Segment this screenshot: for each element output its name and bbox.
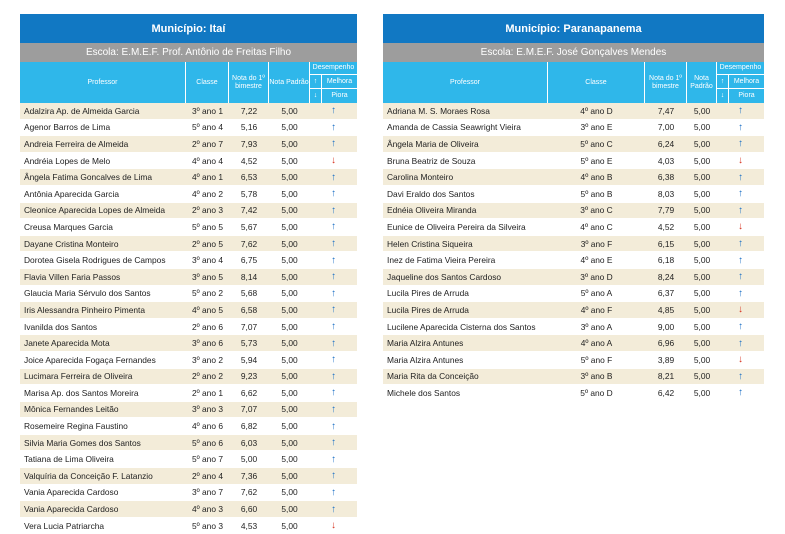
arrow-up-icon: ↑ bbox=[738, 238, 743, 250]
cell-professor: Maria Rita da Conceição bbox=[387, 371, 479, 382]
cell-classe: 5º ano A bbox=[580, 288, 613, 299]
cell-classe: 4º ano F bbox=[580, 304, 613, 315]
table-row bbox=[20, 120, 357, 137]
cell-classe: 2º ano 3 bbox=[191, 205, 223, 216]
arrow-up-icon: ↑ bbox=[331, 420, 336, 432]
cell-nota-padrao: 5,00 bbox=[693, 288, 711, 299]
table-row bbox=[20, 402, 357, 419]
cell-classe: 3º ano 5 bbox=[191, 271, 223, 282]
table-header bbox=[383, 62, 764, 103]
cell-classe: 3º ano E bbox=[580, 122, 613, 133]
header-classe: Classe bbox=[548, 62, 645, 103]
cell-nota: 5,73 bbox=[240, 338, 258, 349]
table-header bbox=[20, 62, 357, 103]
cell-classe: 4º ano B bbox=[580, 172, 613, 183]
cell-nota-padrao: 5,00 bbox=[693, 371, 711, 382]
cell-nota-padrao: 5,00 bbox=[693, 387, 711, 398]
cell-nota-padrao: 5,00 bbox=[281, 271, 298, 282]
cell-nota: 4,03 bbox=[657, 155, 675, 166]
table-row bbox=[383, 302, 764, 319]
cell-professor: Janete Aparecida Mota bbox=[24, 338, 110, 349]
table-row bbox=[20, 136, 357, 153]
cell-classe: 5º ano 7 bbox=[191, 454, 223, 465]
school-name: Escola: E.M.E.F. José Gonçalves Mendes bbox=[383, 43, 764, 62]
cell-professor: Silvia Maria Gomes dos Santos bbox=[24, 437, 141, 448]
arrow-up-icon: ↑ bbox=[738, 370, 743, 382]
cell-classe: 5º ano C bbox=[580, 138, 613, 149]
table-row bbox=[20, 319, 357, 336]
table-row bbox=[20, 169, 357, 186]
cell-nota-padrao: 5,00 bbox=[281, 221, 298, 232]
arrow-up-icon: ↑ bbox=[331, 121, 336, 133]
municipio-title: Município: Paranapanema bbox=[383, 14, 764, 43]
arrow-up-icon: ↑ bbox=[738, 171, 743, 183]
cell-professor: Vania Aparecida Cardoso bbox=[24, 504, 119, 515]
cell-nota-padrao: 5,00 bbox=[693, 238, 711, 249]
cell-nota-padrao: 5,00 bbox=[281, 338, 298, 349]
header-down-arrow-icon: ↓ bbox=[717, 89, 729, 103]
cell-classe: 2º ano 4 bbox=[191, 470, 223, 481]
table-row bbox=[383, 103, 764, 120]
cell-nota: 6,96 bbox=[657, 338, 675, 349]
cell-professor: Vania Aparecida Cardoso bbox=[24, 487, 119, 498]
header-up-arrow-icon: ↑ bbox=[310, 75, 322, 89]
header-up-arrow-icon: ↑ bbox=[717, 75, 729, 89]
cell-nota: 3,89 bbox=[657, 354, 675, 365]
header-desempenho: Desempenho bbox=[717, 62, 764, 75]
table-row bbox=[20, 335, 357, 352]
cell-nota-padrao: 5,00 bbox=[281, 421, 298, 432]
table-row bbox=[383, 186, 764, 203]
arrow-up-icon: ↑ bbox=[331, 238, 336, 250]
table-row bbox=[383, 335, 764, 352]
table-row bbox=[20, 103, 357, 120]
cell-nota: 4,52 bbox=[657, 221, 675, 232]
arrow-up-icon: ↑ bbox=[331, 171, 336, 183]
cell-nota-padrao: 5,00 bbox=[281, 188, 298, 199]
cell-nota: 7,62 bbox=[240, 487, 258, 498]
cell-nota-padrao: 5,00 bbox=[281, 321, 298, 332]
cell-nota-padrao: 5,00 bbox=[281, 155, 298, 166]
cell-nota-padrao: 5,00 bbox=[281, 122, 298, 133]
cell-classe: 5º ano 4 bbox=[191, 122, 223, 133]
cell-professor: Helen Cristina Siqueira bbox=[387, 238, 473, 249]
cell-nota: 6,62 bbox=[240, 387, 258, 398]
school-name: Escola: E.M.E.F. Prof. Antônio de Freitas Filho bbox=[20, 43, 357, 62]
cell-classe: 4º ano C bbox=[580, 221, 613, 232]
cell-nota-padrao: 5,00 bbox=[281, 520, 298, 531]
cell-nota: 5,78 bbox=[240, 188, 258, 199]
cell-professor: Agenor Barros de Lima bbox=[24, 122, 111, 133]
header-classe: Classe bbox=[186, 62, 229, 103]
cell-professor: Ângela Maria de Oliveira bbox=[387, 138, 479, 149]
cell-classe: 3º ano A bbox=[580, 321, 613, 332]
arrow-up-icon: ↑ bbox=[331, 204, 336, 216]
cell-classe: 3º ano D bbox=[580, 271, 613, 282]
cell-nota-padrao: 5,00 bbox=[693, 172, 711, 183]
arrow-up-icon: ↑ bbox=[738, 254, 743, 266]
table-row bbox=[20, 352, 357, 369]
cell-nota-padrao: 5,00 bbox=[693, 138, 711, 149]
cell-professor: Bruna Beatriz de Souza bbox=[387, 155, 476, 166]
cell-professor: Carolina Monteiro bbox=[387, 172, 454, 183]
cell-professor: Lucilene Aparecida Cisterna dos Santos bbox=[387, 321, 536, 332]
cell-nota: 6,58 bbox=[240, 304, 258, 315]
cell-nota: 6,24 bbox=[657, 138, 675, 149]
cell-nota-padrao: 5,00 bbox=[281, 105, 298, 116]
cell-classe: 3º ano 6 bbox=[191, 338, 223, 349]
cell-professor: Glaucia Maria Sérvulo dos Santos bbox=[24, 288, 151, 299]
table-row bbox=[20, 286, 357, 303]
cell-classe: 4º ano 3 bbox=[191, 504, 223, 515]
cell-nota: 4,85 bbox=[657, 304, 675, 315]
cell-classe: 5º ano 5 bbox=[191, 221, 223, 232]
cell-professor: Davi Eraldo dos Santos bbox=[387, 188, 475, 199]
arrow-down-icon: ↓ bbox=[738, 354, 743, 366]
cell-nota-padrao: 5,00 bbox=[693, 188, 711, 199]
arrow-up-icon: ↑ bbox=[738, 287, 743, 299]
header-nota-padrao: Nota Padrão bbox=[687, 62, 717, 103]
cell-nota: 7,00 bbox=[657, 122, 675, 133]
cell-nota-padrao: 5,00 bbox=[693, 304, 711, 315]
table-row bbox=[20, 485, 357, 502]
cell-classe: 4º ano 4 bbox=[191, 155, 223, 166]
cell-classe: 5º ano 3 bbox=[191, 520, 223, 531]
cell-professor: Marisa Ap. dos Santos Moreira bbox=[24, 387, 139, 398]
cell-nota-padrao: 5,00 bbox=[281, 138, 298, 149]
table-row bbox=[20, 236, 357, 253]
cell-professor: Amanda de Cassia Seawright Vieira bbox=[387, 122, 521, 133]
cell-nota-padrao: 5,00 bbox=[281, 504, 298, 515]
cell-professor: Maria Alzira Antunes bbox=[387, 338, 464, 349]
cell-nota: 9,00 bbox=[657, 321, 675, 332]
header-desempenho: Desempenho bbox=[310, 62, 357, 75]
cell-professor: Ivanilda dos Santos bbox=[24, 321, 98, 332]
header-down-arrow-icon: ↓ bbox=[310, 89, 322, 103]
header-melhora: Melhora bbox=[322, 75, 357, 89]
table-row bbox=[383, 286, 764, 303]
cell-nota: 7,22 bbox=[240, 105, 258, 116]
cell-classe: 2º ano 2 bbox=[191, 371, 223, 382]
table-row bbox=[383, 219, 764, 236]
cell-nota-padrao: 5,00 bbox=[693, 271, 711, 282]
cell-nota: 6,15 bbox=[657, 238, 675, 249]
arrow-down-icon: ↓ bbox=[738, 155, 743, 167]
cell-professor: Lucila Pires de Arruda bbox=[387, 288, 469, 299]
cell-professor: Adriana M. S. Moraes Rosa bbox=[387, 105, 490, 116]
cell-professor: Tatiana de Lima Oliveira bbox=[24, 454, 114, 465]
cell-classe: 3º ano 2 bbox=[191, 354, 223, 365]
arrow-up-icon: ↑ bbox=[738, 188, 743, 200]
cell-professor: Inez de Fatima Vieira Pereira bbox=[387, 255, 496, 266]
cell-nota-padrao: 5,00 bbox=[693, 155, 711, 166]
cell-nota: 7,07 bbox=[240, 404, 258, 415]
table-row bbox=[20, 203, 357, 220]
table-row bbox=[383, 203, 764, 220]
cell-professor: Jaqueline dos Santos Cardoso bbox=[387, 271, 502, 282]
arrow-up-icon: ↑ bbox=[738, 387, 743, 399]
cell-professor: Creusa Marques Garcia bbox=[24, 221, 113, 232]
cell-professor: Maria Alzira Antunes bbox=[387, 354, 464, 365]
cell-nota: 4,53 bbox=[240, 520, 258, 531]
table-row bbox=[20, 385, 357, 402]
cell-nota: 6,37 bbox=[657, 288, 675, 299]
cell-nota: 5,94 bbox=[240, 354, 258, 365]
cell-professor: Lucimara Ferreira de Oliveira bbox=[24, 371, 133, 382]
cell-professor: Andreia Ferreira de Almeida bbox=[24, 138, 129, 149]
cell-classe: 5º ano B bbox=[580, 188, 613, 199]
cell-nota: 8,14 bbox=[240, 271, 258, 282]
cell-nota-padrao: 5,00 bbox=[693, 338, 711, 349]
cell-nota: 7,42 bbox=[240, 205, 258, 216]
cell-nota: 5,68 bbox=[240, 288, 258, 299]
cell-nota: 9,23 bbox=[240, 371, 258, 382]
cell-nota: 7,93 bbox=[240, 138, 258, 149]
municipio-title: Município: Itaí bbox=[20, 14, 357, 43]
cell-classe: 5º ano F bbox=[580, 354, 613, 365]
header-professor: Professor bbox=[20, 62, 186, 103]
cell-nota-padrao: 5,00 bbox=[281, 304, 298, 315]
cell-nota: 5,16 bbox=[240, 122, 258, 133]
header-nota-1-bimestre: Nota do 1º bimestre bbox=[229, 62, 269, 103]
arrow-up-icon: ↑ bbox=[331, 387, 336, 399]
table-itai bbox=[20, 14, 357, 534]
arrow-up-icon: ↑ bbox=[331, 271, 336, 283]
table-row bbox=[20, 153, 357, 170]
cell-nota-padrao: 5,00 bbox=[281, 172, 298, 183]
cell-classe: 3º ano C bbox=[580, 205, 613, 216]
cell-professor: Vera Lucia Patriarcha bbox=[24, 520, 105, 531]
cell-classe: 3º ano F bbox=[580, 238, 613, 249]
table-row bbox=[20, 252, 357, 269]
cell-classe: 4º ano 2 bbox=[191, 188, 223, 199]
cell-classe: 4º ano 6 bbox=[191, 421, 223, 432]
header-professor: Professor bbox=[383, 62, 548, 103]
cell-classe: 5º ano D bbox=[580, 387, 613, 398]
table-row bbox=[383, 236, 764, 253]
cell-classe: 3º ano 4 bbox=[191, 255, 223, 266]
cell-nota-padrao: 5,00 bbox=[281, 288, 298, 299]
cell-professor: Adalzira Ap. de Almeida Garcia bbox=[24, 105, 140, 116]
arrow-up-icon: ↑ bbox=[331, 221, 336, 233]
cell-classe: 2º ano 1 bbox=[191, 387, 223, 398]
table-row bbox=[20, 451, 357, 468]
cell-professor: Iris Alessandra Pinheiro Pimenta bbox=[24, 304, 146, 315]
table-row bbox=[20, 186, 357, 203]
cell-nota-padrao: 5,00 bbox=[281, 404, 298, 415]
table-row bbox=[20, 369, 357, 386]
cell-professor: Valquíria da Conceição F. Latanzio bbox=[24, 470, 153, 481]
table-row bbox=[383, 369, 764, 386]
header-piora: Piora bbox=[738, 92, 755, 99]
cell-nota-padrao: 5,00 bbox=[281, 437, 298, 448]
header-piora: Piora bbox=[331, 92, 348, 99]
table-row bbox=[20, 418, 357, 435]
table-body bbox=[383, 103, 764, 402]
cell-nota: 7,79 bbox=[657, 205, 675, 216]
cell-classe: 2º ano 5 bbox=[191, 238, 223, 249]
table-row bbox=[383, 269, 764, 286]
cell-nota: 5,67 bbox=[240, 221, 258, 232]
arrow-up-icon: ↑ bbox=[331, 453, 336, 465]
table-row bbox=[20, 518, 357, 534]
cell-professor: Eunice de Oliveira Pereira da Silveira bbox=[387, 221, 526, 232]
cell-nota: 6,82 bbox=[240, 421, 258, 432]
table-paranapanema bbox=[383, 14, 764, 402]
arrow-up-icon: ↑ bbox=[331, 354, 336, 366]
cell-professor: Cleonice Aparecida Lopes de Almeida bbox=[24, 205, 166, 216]
cell-classe: 3º ano B bbox=[580, 371, 613, 382]
cell-professor: Dayane Cristina Monteiro bbox=[24, 238, 119, 249]
cell-classe: 3º ano 7 bbox=[191, 487, 223, 498]
cell-classe: 4º ano A bbox=[580, 338, 613, 349]
cell-nota: 7,62 bbox=[240, 238, 258, 249]
cell-nota: 6,03 bbox=[240, 437, 258, 448]
cell-nota-padrao: 5,00 bbox=[693, 321, 711, 332]
header-nota-1-bimestre: Nota do 1º bimestre bbox=[645, 62, 687, 103]
cell-nota: 7,47 bbox=[657, 105, 675, 116]
arrow-up-icon: ↑ bbox=[738, 121, 743, 133]
header-nota-padrao: Nota Padrão bbox=[269, 62, 310, 103]
cell-nota-padrao: 5,00 bbox=[281, 371, 298, 382]
cell-professor: Mônica Fernandes Leitão bbox=[24, 404, 119, 415]
cell-nota-padrao: 5,00 bbox=[693, 255, 711, 266]
arrow-up-icon: ↑ bbox=[331, 254, 336, 266]
table-row bbox=[20, 219, 357, 236]
arrow-up-icon: ↑ bbox=[331, 188, 336, 200]
cell-professor: Flavia Villen Faria Passos bbox=[24, 271, 121, 282]
cell-classe: 4º ano 5 bbox=[191, 304, 223, 315]
cell-classe: 3º ano 1 bbox=[191, 105, 223, 116]
arrow-up-icon: ↑ bbox=[738, 321, 743, 333]
cell-classe: 5º ano 6 bbox=[191, 437, 223, 448]
table-row bbox=[20, 468, 357, 485]
cell-nota-padrao: 5,00 bbox=[281, 255, 298, 266]
cell-professor: Dorotea Gisela Rodrigues de Campos bbox=[24, 255, 166, 266]
cell-nota-padrao: 5,00 bbox=[281, 470, 298, 481]
cell-nota: 6,42 bbox=[657, 387, 675, 398]
cell-professor: Lucila Pires de Arruda bbox=[387, 304, 469, 315]
cell-professor: Antônia Aparecida Garcia bbox=[24, 188, 119, 199]
header-melhora: Melhora bbox=[729, 75, 764, 89]
table-row bbox=[383, 319, 764, 336]
cell-nota-padrao: 5,00 bbox=[693, 122, 711, 133]
cell-nota: 8,24 bbox=[657, 271, 675, 282]
cell-nota: 8,03 bbox=[657, 188, 675, 199]
cell-nota: 5,00 bbox=[240, 454, 258, 465]
table-body bbox=[20, 103, 357, 534]
cell-nota-padrao: 5,00 bbox=[281, 238, 298, 249]
table-row bbox=[20, 501, 357, 518]
table-row bbox=[383, 120, 764, 137]
cell-professor: Ângela Fatima Goncalves de Lima bbox=[24, 172, 153, 183]
cell-nota: 6,53 bbox=[240, 172, 258, 183]
cell-professor: Ednéia Oliveira Miranda bbox=[387, 205, 477, 216]
cell-nota-padrao: 5,00 bbox=[281, 354, 298, 365]
table-row bbox=[383, 252, 764, 269]
table-row bbox=[383, 385, 764, 402]
table-row bbox=[20, 435, 357, 452]
cell-nota: 4,52 bbox=[240, 155, 258, 166]
arrow-down-icon: ↓ bbox=[331, 155, 336, 167]
arrow-up-icon: ↑ bbox=[331, 470, 336, 482]
cell-nota-padrao: 5,00 bbox=[693, 205, 711, 216]
arrow-up-icon: ↑ bbox=[331, 403, 336, 415]
cell-classe: 2º ano 7 bbox=[191, 138, 223, 149]
cell-classe: 4º ano D bbox=[580, 105, 613, 116]
arrow-down-icon: ↓ bbox=[738, 221, 743, 233]
cell-nota: 6,18 bbox=[657, 255, 675, 266]
cell-professor: Michele dos Santos bbox=[387, 387, 461, 398]
cell-nota-padrao: 5,00 bbox=[281, 205, 298, 216]
cell-classe: 4º ano E bbox=[580, 255, 613, 266]
cell-nota-padrao: 5,00 bbox=[693, 221, 711, 232]
cell-nota: 7,36 bbox=[240, 470, 258, 481]
cell-nota: 6,38 bbox=[657, 172, 675, 183]
cell-nota-padrao: 5,00 bbox=[281, 487, 298, 498]
table-row bbox=[383, 352, 764, 369]
cell-professor: Andréia Lopes de Melo bbox=[24, 155, 111, 166]
cell-classe: 5º ano E bbox=[580, 155, 613, 166]
arrow-up-icon: ↑ bbox=[331, 503, 336, 515]
arrow-up-icon: ↑ bbox=[738, 337, 743, 349]
table-row bbox=[383, 136, 764, 153]
arrow-down-icon: ↓ bbox=[738, 304, 743, 316]
arrow-up-icon: ↑ bbox=[331, 337, 336, 349]
cell-professor: Joice Aparecida Fogaça Fernandes bbox=[24, 354, 156, 365]
cell-classe: 2º ano 6 bbox=[191, 321, 223, 332]
table-row bbox=[383, 169, 764, 186]
arrow-up-icon: ↑ bbox=[738, 105, 743, 117]
arrow-up-icon: ↑ bbox=[331, 287, 336, 299]
arrow-up-icon: ↑ bbox=[331, 105, 336, 117]
cell-nota: 7,07 bbox=[240, 321, 258, 332]
cell-classe: 5º ano 2 bbox=[191, 288, 223, 299]
arrow-up-icon: ↑ bbox=[738, 271, 743, 283]
arrow-up-icon: ↑ bbox=[331, 437, 336, 449]
cell-nota-padrao: 5,00 bbox=[693, 105, 711, 116]
arrow-up-icon: ↑ bbox=[331, 138, 336, 150]
cell-nota-padrao: 5,00 bbox=[281, 454, 298, 465]
cell-nota: 6,60 bbox=[240, 504, 258, 515]
cell-nota-padrao: 5,00 bbox=[281, 387, 298, 398]
arrow-up-icon: ↑ bbox=[331, 304, 336, 316]
cell-nota: 6,75 bbox=[240, 255, 258, 266]
cell-classe: 3º ano 3 bbox=[191, 404, 223, 415]
cell-nota-padrao: 5,00 bbox=[693, 354, 711, 365]
arrow-up-icon: ↑ bbox=[331, 370, 336, 382]
arrow-up-icon: ↑ bbox=[331, 486, 336, 498]
cell-nota: 8,21 bbox=[657, 371, 675, 382]
table-row bbox=[383, 153, 764, 170]
cell-professor: Rosemeire Regina Faustino bbox=[24, 421, 128, 432]
arrow-up-icon: ↑ bbox=[738, 204, 743, 216]
arrow-up-icon: ↑ bbox=[738, 138, 743, 150]
arrow-down-icon: ↓ bbox=[331, 520, 336, 532]
table-row bbox=[20, 302, 357, 319]
table-row bbox=[20, 269, 357, 286]
cell-classe: 4º ano 1 bbox=[191, 172, 223, 183]
arrow-up-icon: ↑ bbox=[331, 321, 336, 333]
